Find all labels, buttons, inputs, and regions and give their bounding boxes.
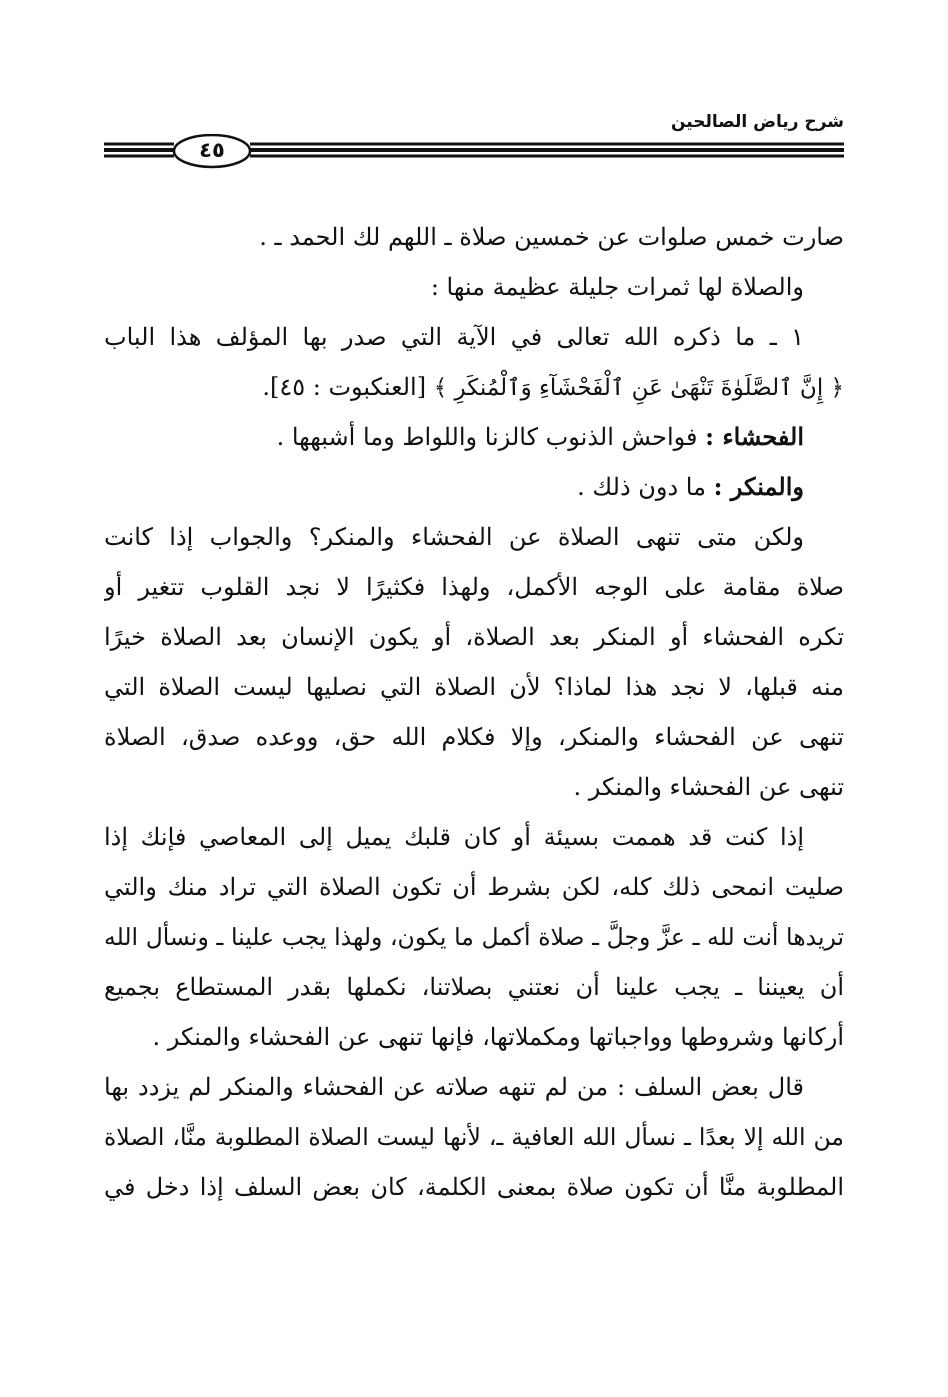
- page-body: [104, 212, 844, 1212]
- text-line: تريدها أنت لله ـ عزَّ وجلَّ ـ صلاة أكمل ما يكون، ولهذا يجب علينا ـ ونسأل الله: [104, 923, 844, 951]
- page-number: ٤٥: [199, 138, 225, 162]
- text-line: صلاة مقامة على الوجه الأكمل، ولهذا فكثيرًا لا نجد القلوب تتغير أو: [104, 573, 844, 601]
- text-line: ولكن متى تنهى الصلاة عن الفحشاء والمنكر؟ والجواب إذا كانت: [104, 523, 804, 551]
- text-line: تنهى عن الفحشاء والمنكر .: [573, 773, 844, 801]
- text-line: قال بعض السلف : من لم تنهه صلاته عن الفحشاء والمنكر لم يزدد بها: [104, 1073, 804, 1101]
- text-line: أن يعيننا ـ يجب علينا أن نعتني بصلاتنا، نكملها بقدر المستطاع بجميع: [104, 973, 844, 1001]
- quran-verse: ﴿ إِنَّ ٱلصَّلَوٰةَ تَنْهَىٰ عَنِ ٱلْفَحْشَآءِ وَٱلْمُنكَرِ ﴾: [433, 375, 844, 401]
- text-line: صارت خمس صلوات عن خمسين صلاة ـ اللهم لك الحمد ـ .: [259, 223, 844, 251]
- verse-reference: [العنكبوت : ٤٥].: [262, 373, 427, 401]
- page-header: [104, 112, 844, 182]
- book-title: شرح رياض الصالحين: [670, 112, 844, 132]
- defined-term: والمنكر :: [713, 472, 804, 501]
- text-line: إذا كنت قد هممت بسيئة أو كان قلبك يميل إلى المعاصي فإنك إذا: [104, 823, 804, 851]
- text-line: تكره الفحشاء أو المنكر بعد الصلاة، أو يكون الإنسان بعد الصلاة خيرًا: [104, 623, 844, 651]
- defined-term: الفحشاء :: [705, 422, 804, 451]
- definition-line: والمنكر : ما دون ذلك .: [577, 472, 804, 501]
- definition-line: الفحشاء : فواحش الذنوب كالزنا واللواط وما أشبهها .: [276, 422, 804, 451]
- text-line: تنهى عن الفحشاء والمنكر، وإلا فكلام الله حق، ووعده صدق، الصلاة: [104, 723, 844, 751]
- text-line: ١ ـ ما ذكره الله تعالى في الآية التي صدر بها المؤلف هذا الباب: [104, 323, 804, 351]
- text-line: من الله إلا بعدًا ـ نسأل الله العافية ـ، لأنها ليست الصلاة المطلوبة منَّا، الصلاة: [104, 1123, 844, 1151]
- text-line: منه قبلها، لا نجد هذا لماذا؟ لأن الصلاة التي نصليها ليست الصلاة التي: [104, 673, 844, 701]
- quran-line: [104, 362, 844, 412]
- text-line: أركانها وشروطها وواجباتها ومكملاتها، فإنها تنهى عن الفحشاء والمنكر .: [152, 1023, 844, 1051]
- text-line: المطلوبة منَّا أن تكون صلاة بمعنى الكلمة، كان بعض السلف إذا دخل في: [104, 1173, 844, 1201]
- text-line: والصلاة لها ثمرات جليلة عظيمة منها :: [430, 273, 804, 301]
- text-line: صليت انمحى ذلك كله، لكن بشرط أن تكون الصلاة التي تراد منك والتي: [104, 873, 844, 901]
